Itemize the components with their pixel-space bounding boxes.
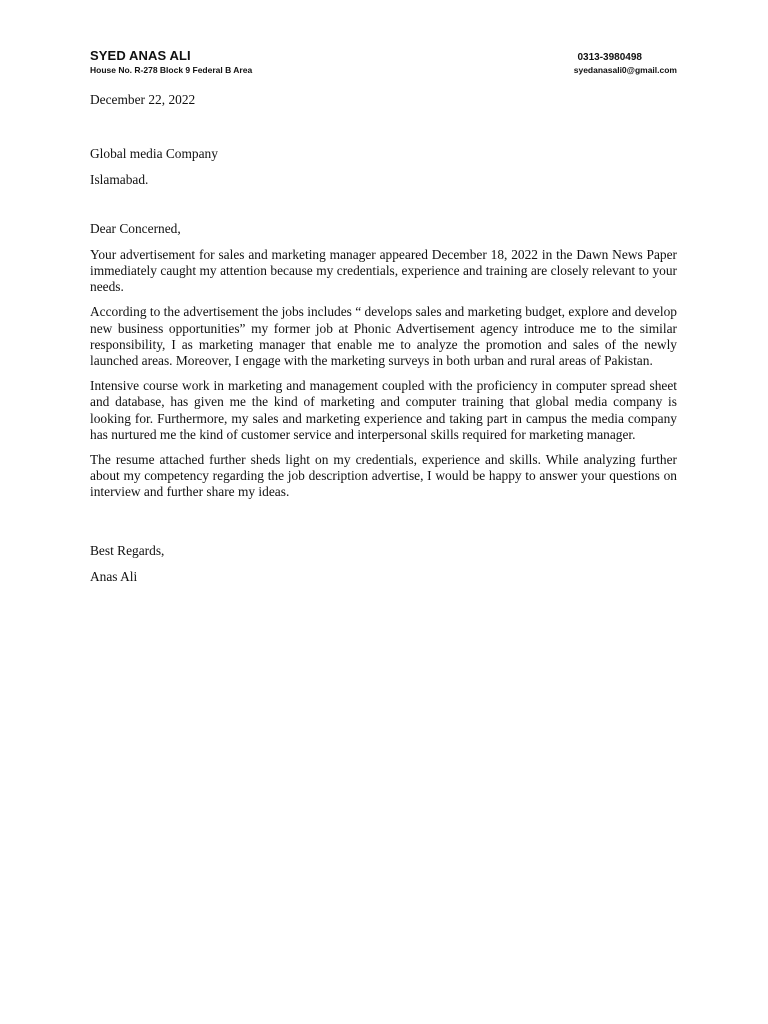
signature: Anas Ali: [90, 568, 138, 584]
letterhead-bottom-row: [90, 63, 677, 75]
paragraph-3: Intensive course work in marketing and management coupled with the proficiency in computer spread sheet and database, has given me the kind of marketing and computer training that global media company is looking for. Furthermore, my sales and marketing experience and taking part in campus the media company has nurtured me the kind of customer service and interpersonal skills required for marketing manager.: [90, 378, 677, 442]
closing: Best Regards,: [90, 542, 165, 558]
paragraph-4: The resume attached further sheds light on my credentials, experience and skills. While analyzing further about my competency regarding the job description advertise, I would be happy to answer your questions on interview and further share my ideas.: [90, 452, 677, 500]
paragraph-2: According to the advertisement the jobs includes “ develops sales and marketing budget, explore and develop new business opportunities” my former job at Phonic Advertisement agency introduce me to the similar responsibility, I as marketing manager that enable me to analyze the promotion and sales of the newly launched areas. Moreover, I engage with the marketing surveys in both urban and rural areas of Pakistan.: [90, 304, 677, 369]
sender-address: House No. R-278 Block 9 Federal B Area: [90, 65, 253, 75]
sender-phone: 0313-3980498: [577, 52, 642, 63]
sender-email: syedanasali0@gmail.com: [573, 65, 677, 75]
sender-name: SYED ANAS ALI: [90, 48, 191, 63]
letterhead: [90, 48, 677, 75]
letter-body: [90, 92, 677, 585]
salutation: Dear Concerned,: [90, 220, 181, 236]
recipient-company: Global media Company: [90, 146, 218, 162]
paragraph-1: Your advertisement for sales and marketing manager appeared December 18, 2022 in the Dawn News Paper immediately caught my attention because my credentials, experience and training are closely relevant to your needs.: [90, 246, 677, 295]
letter-date: December 22, 2022: [90, 92, 196, 107]
letterhead-top-row: [90, 48, 677, 63]
recipient-city: Islamabad.: [90, 172, 149, 188]
